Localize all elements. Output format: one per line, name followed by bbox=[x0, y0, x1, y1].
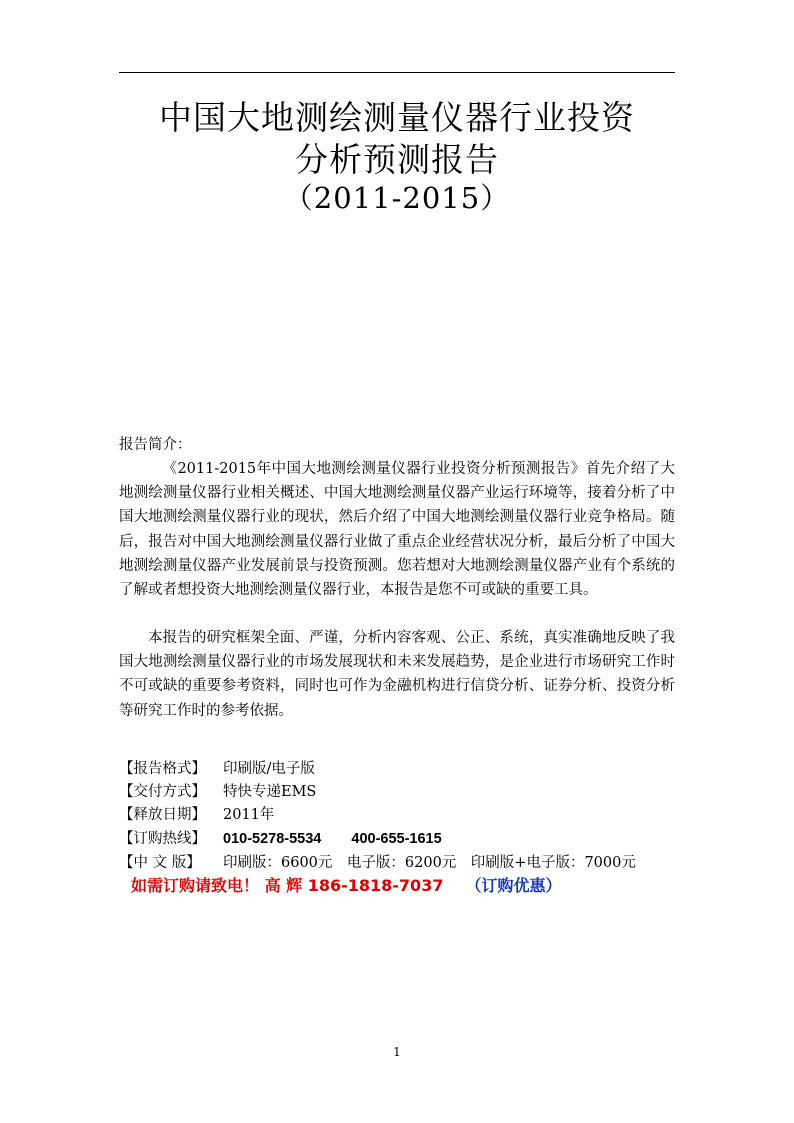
order-contact-text: 如需订购请致电！ 高 辉 186-1818-7037 bbox=[131, 876, 444, 895]
chinese-edition-row bbox=[119, 852, 636, 874]
delivery-value: 特快专递EMS bbox=[223, 784, 317, 800]
hotline-number-2: 400-655-1615 bbox=[351, 831, 442, 847]
delivery-row bbox=[119, 781, 316, 803]
title-line-2: 分析预测报告 bbox=[295, 140, 499, 179]
delivery-label: 【交付方式】 bbox=[119, 784, 206, 800]
report-format-row bbox=[119, 758, 315, 780]
chinese-edition-prices: 印刷版：6600元 电子版：6200元 印刷版+电子版：7000元 bbox=[223, 855, 636, 871]
title-years: （2011-2015） bbox=[283, 181, 511, 215]
hotline-number-1: 010-5278-5534 bbox=[223, 831, 322, 847]
hotline-label: 【订购热线】 bbox=[119, 831, 206, 847]
hotline-row bbox=[119, 828, 442, 850]
top-rule bbox=[119, 72, 675, 73]
title-line-1: 中国大地测绘测量仪器行业投资 bbox=[159, 98, 635, 137]
intro-paragraph-2: 本报告的研究框架全面、严谨，分析内容客观、公正、系统，真实准确地反映了我国大地测绘测量仪器行业的市场发展现状和未来发展趋势，是企业进行市场研究工作时不可或缺的重要参考资料，同时也可作为金融机构进行信贷分析、证券分析、投资分析等研究工作时的参考依据。 bbox=[119, 630, 675, 719]
intro-label: 报告简介： bbox=[119, 437, 192, 453]
report-format-label: 【报告格式】 bbox=[119, 761, 206, 777]
report-format-value: 印刷版/电子版 bbox=[223, 761, 315, 777]
order-discount-text: （订购优惠） bbox=[465, 876, 562, 895]
chinese-edition-label: 【中 文 版】 bbox=[119, 855, 201, 871]
release-date-value: 2011年 bbox=[223, 807, 275, 823]
page-number: 1 bbox=[393, 1045, 401, 1059]
order-call-to-action bbox=[131, 874, 561, 898]
release-date-row bbox=[119, 804, 274, 826]
intro-paragraph-1: 《2011-2015年中国大地测绘测量仪器行业投资分析预测报告》首先介绍了大地测绘测量仪器行业相关概述、中国大地测绘测量仪器产业运行环境等，接着分析了中国大地测绘测量仪器行业的现状，然后介绍了中国大地测绘测量仪器行业竞争格局。随后，报告对中国大地测绘测量仪器行业做了重点企业经营状况分析，最后分析了中国大地测绘测量仪器产业发展前景与投资预测。您若想对大地测绘测量仪器产业有个系统的了解或者想投资大地测绘测量仪器行业，本报告是您不可或缺的重要工具。 bbox=[119, 461, 675, 599]
release-date-label: 【释放日期】 bbox=[119, 807, 206, 823]
